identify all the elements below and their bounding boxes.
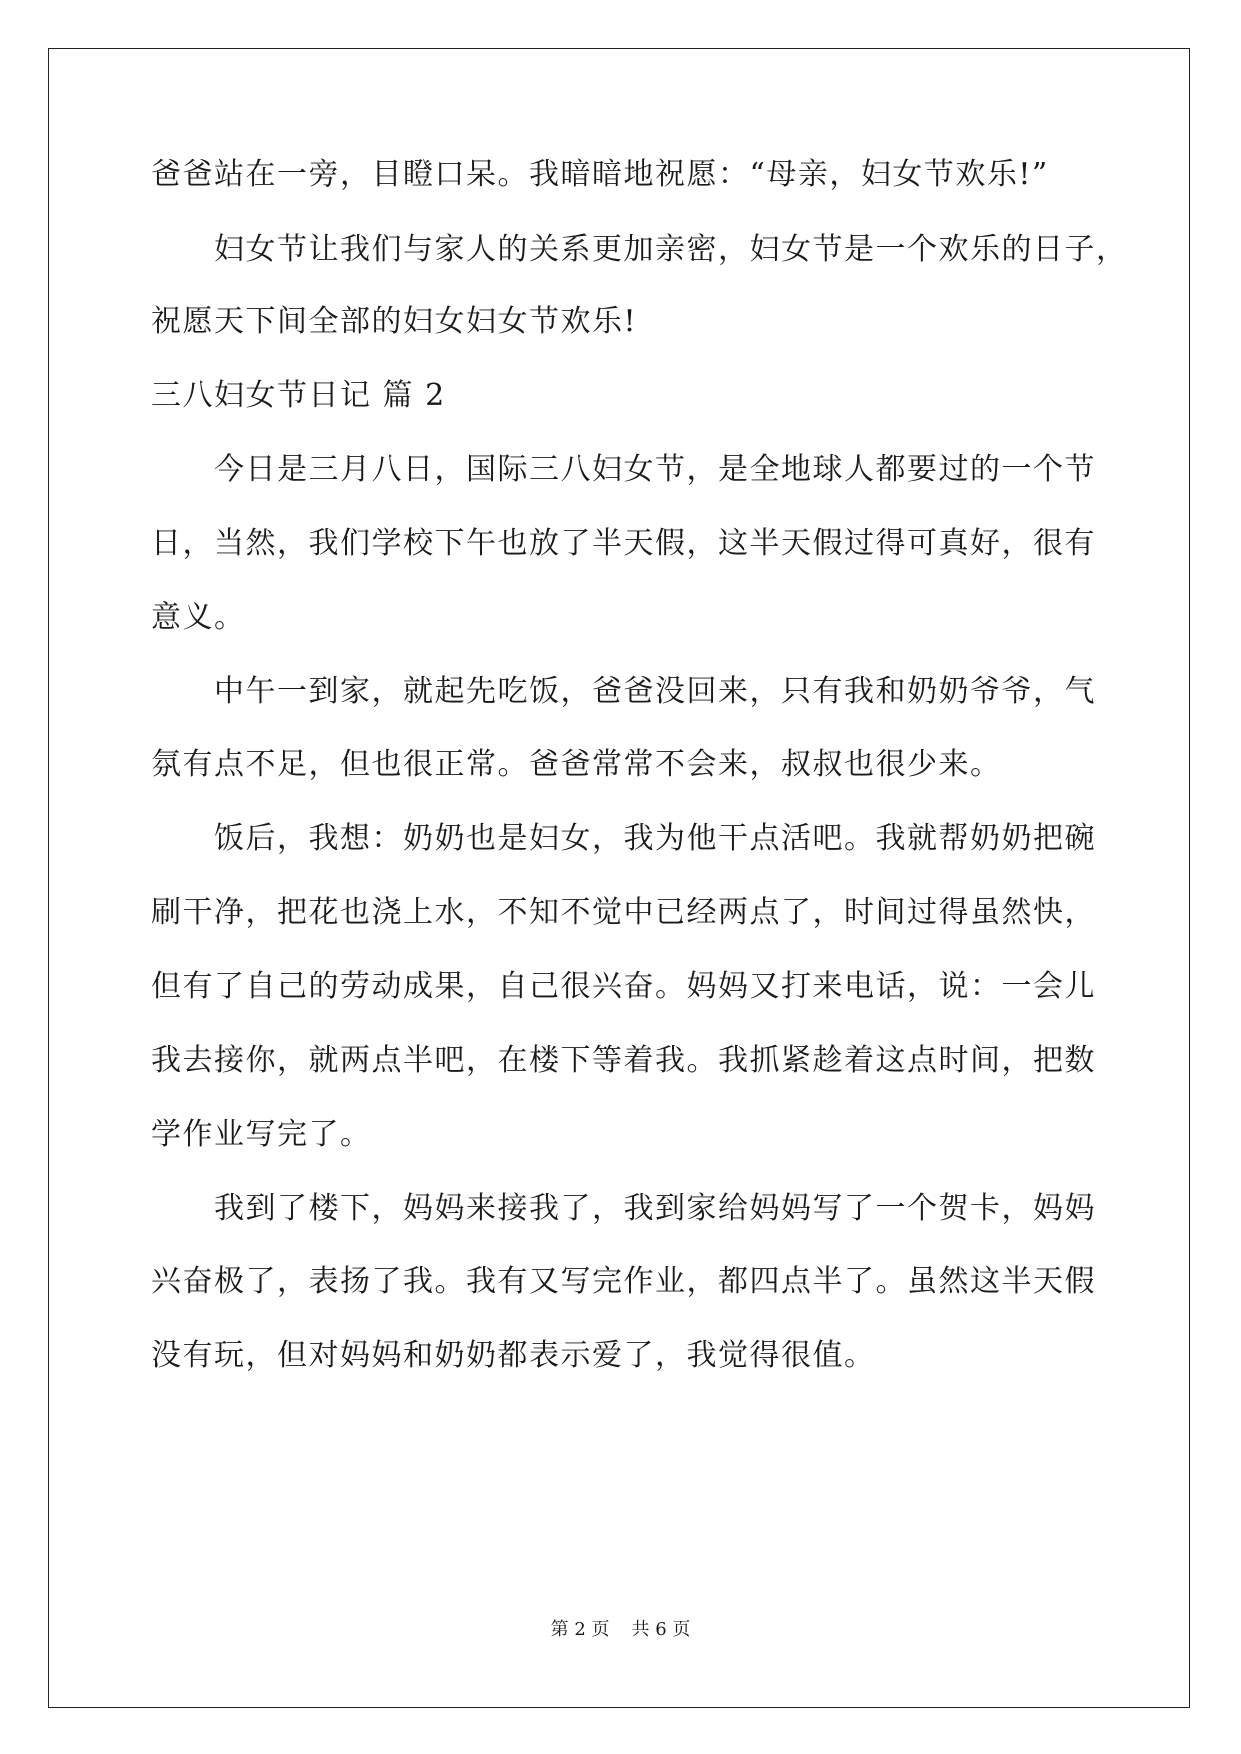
page-footer (0, 1618, 1241, 1642)
paragraph-line: 中午一到家，就起先吃饭，爸爸没回来，只有我和奶奶爷爷，气 (214, 674, 1096, 709)
text-line: 刷干净，把花也浇上水，不知不觉中已经两点了，时间过得虽然快， (151, 895, 1096, 930)
paragraph-line: 今日是三月八日，国际三八妇女节，是全地球人都要过的一个节 (214, 452, 1096, 487)
text-line: 祝愿天下间全部的妇女妇女节欢乐! (151, 304, 638, 339)
text-line: 日，当然，我们学校下午也放了半天假，这半天假过得可真好，很有 (151, 526, 1096, 561)
text-line: 我去接你，就两点半吧，在楼下等着我。我抓紧趁着这点时间，把数 (151, 1043, 1096, 1078)
section-heading: 三八妇女节日记 篇 2 (151, 378, 446, 413)
text-line: 兴奋极了，表扬了我。我有又写完作业，都四点半了。虽然这半天假 (151, 1264, 1096, 1299)
page-number: 第 2 页 (550, 1619, 610, 1640)
page-border (48, 48, 1190, 1708)
text-line: 氛有点不足，但也很正常。爸爸常常不会来，叔叔也很少来。 (151, 747, 1002, 782)
page-total: 共 6 页 (631, 1619, 691, 1640)
text-line: 没有玩，但对妈妈和奶奶都表示爱了，我觉得很值。 (151, 1338, 876, 1373)
paragraph-line: 饭后，我想：奶奶也是妇女，我为他干点活吧。我就帮奶奶把碗 (214, 821, 1096, 856)
paragraph-line: 我到了楼下，妈妈来接我了，我到家给妈妈写了一个贺卡，妈妈 (214, 1191, 1096, 1226)
text-line: 学作业写完了。 (151, 1117, 372, 1152)
text-line: 意义。 (151, 600, 246, 635)
text-line: 爸爸站在一旁，目瞪口呆。我暗暗地祝愿：“母亲，妇女节欢乐!” (151, 157, 1049, 192)
text-line: 但有了自己的劳动成果，自己很兴奋。妈妈又打来电话，说：一会儿 (151, 969, 1096, 1004)
paragraph-line: 妇女节让我们与家人的关系更加亲密，妇女节是一个欢乐的日子， (214, 232, 1128, 267)
